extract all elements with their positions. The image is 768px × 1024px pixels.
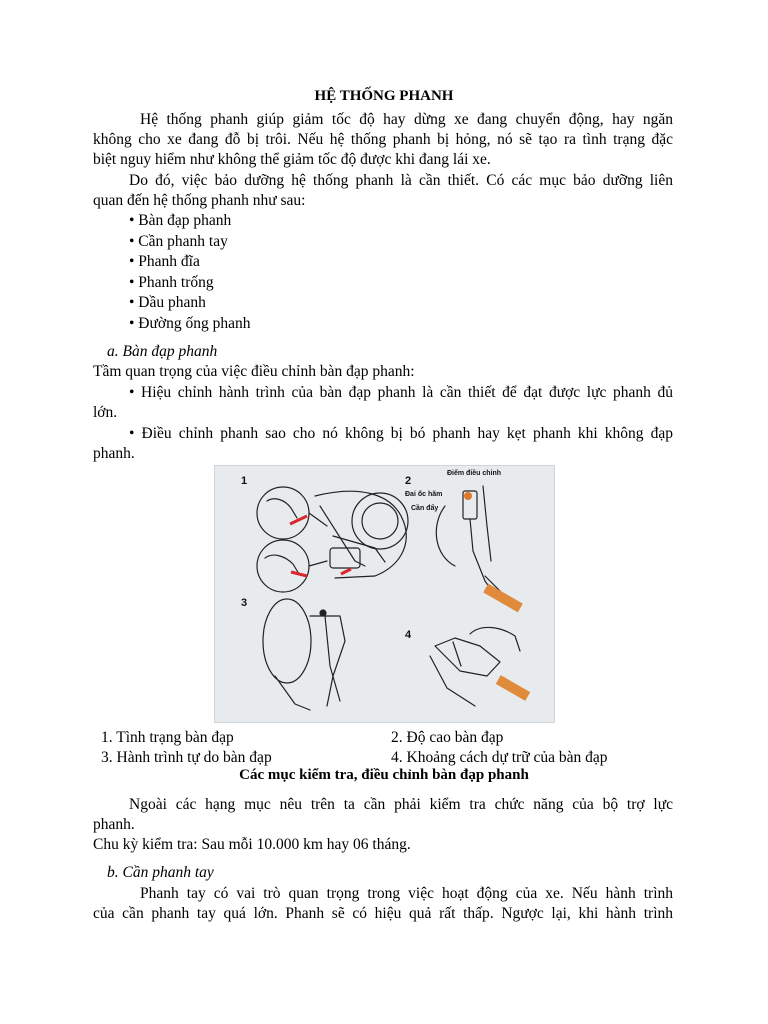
bullet-item: • Phanh trống	[129, 274, 214, 291]
label-push-rod: Cần đẩy	[411, 505, 439, 512]
figure-item: 1. Tình trạng bàn đạp	[101, 729, 234, 746]
intro-line-2: không cho xe đang đỗ bị trôi. Nếu hệ thống phanh bị hỏng, nó sẽ tạo ra tình trạng đặc	[93, 131, 673, 148]
label-adjust-point: Điểm điều chỉnh	[447, 470, 502, 477]
panel-number: 1	[241, 475, 248, 487]
bullet-item: • Cần phanh tay	[129, 233, 228, 250]
panel-number: 4	[405, 629, 412, 641]
bullet-item: • Bàn đạp phanh	[129, 212, 232, 229]
section-a-intro: Tầm quan trọng của việc điều chỉnh bàn đạp phanh:	[93, 363, 415, 380]
label-lock-nut: Đai ốc hãm	[405, 491, 443, 498]
figure-item: 3. Hành trình tự do bàn đạp	[101, 749, 272, 766]
para2-line-1: Do đó, việc bảo dưỡng hệ thống phanh là cần thiết. Có các mục bảo dưỡng liên	[129, 172, 673, 189]
section-a-point2-line2: phanh.	[93, 445, 135, 462]
figure-caption: Các mục kiểm tra, điều chỉnh bàn đạp phanh	[239, 767, 529, 783]
section-a-point2-line1: • Điều chỉnh phanh sao cho nó không bị bó phanh hay kẹt phanh khi không đạp	[129, 425, 673, 442]
panel-number: 3	[241, 597, 248, 609]
after-figure-line-2: phanh.	[93, 816, 135, 833]
after-figure-line-1: Ngoài các hạng mục nêu trên ta cần phải kiểm tra chức năng của bộ trợ lực	[129, 796, 673, 813]
section-b-line-1: Phanh tay có vai trò quan trọng trong việc hoạt động của xe. Nếu hành trình	[140, 885, 673, 902]
panel-3-illustration	[263, 599, 345, 710]
intro-line-1: Hệ thống phanh giúp giảm tốc độ hay dừng xe đang chuyển động, hay ngăn	[140, 111, 673, 128]
panel-1-illustration	[257, 487, 408, 592]
intro-line-3: biệt nguy hiểm như không thể giảm tốc độ được khi đang lái xe.	[93, 151, 491, 168]
bullet-item: • Đường ống phanh	[129, 315, 251, 332]
section-b-line-2: của cần phanh tay quá lớn. Phanh sẽ có hiệu quả rất thấp. Ngược lại, khi hành trình	[93, 905, 673, 922]
section-b-heading: b. Cần phanh tay	[107, 864, 214, 881]
brake-pedal-figure	[214, 465, 555, 723]
bullet-item: • Dầu phanh	[129, 294, 206, 311]
section-a-heading: a. Bàn đạp phanh	[107, 343, 218, 360]
panel-4-illustration	[430, 627, 520, 706]
accent-markers	[290, 492, 530, 701]
document-title: HỆ THỐNG PHANH	[314, 88, 454, 104]
section-a-point1-line2: lớn.	[93, 404, 118, 421]
panel-2-illustration	[436, 486, 515, 606]
bullet-item: • Phanh đĩa	[129, 253, 200, 270]
inspection-cycle: Chu kỳ kiểm tra: Sau mỗi 10.000 km hay 06 tháng.	[93, 836, 411, 853]
figure-item: 2. Độ cao bàn đạp	[391, 729, 504, 746]
section-a-point1-line1: • Hiệu chỉnh hành trình của bàn đạp phanh là cần thiết để đạt được lực phanh đủ	[129, 384, 673, 401]
para2-line-2: quan đến hệ thống phanh như sau:	[93, 192, 306, 209]
panel-number: 2	[405, 475, 412, 487]
figure-item: 4. Khoảng cách dự trữ của bàn đạp	[391, 749, 608, 766]
